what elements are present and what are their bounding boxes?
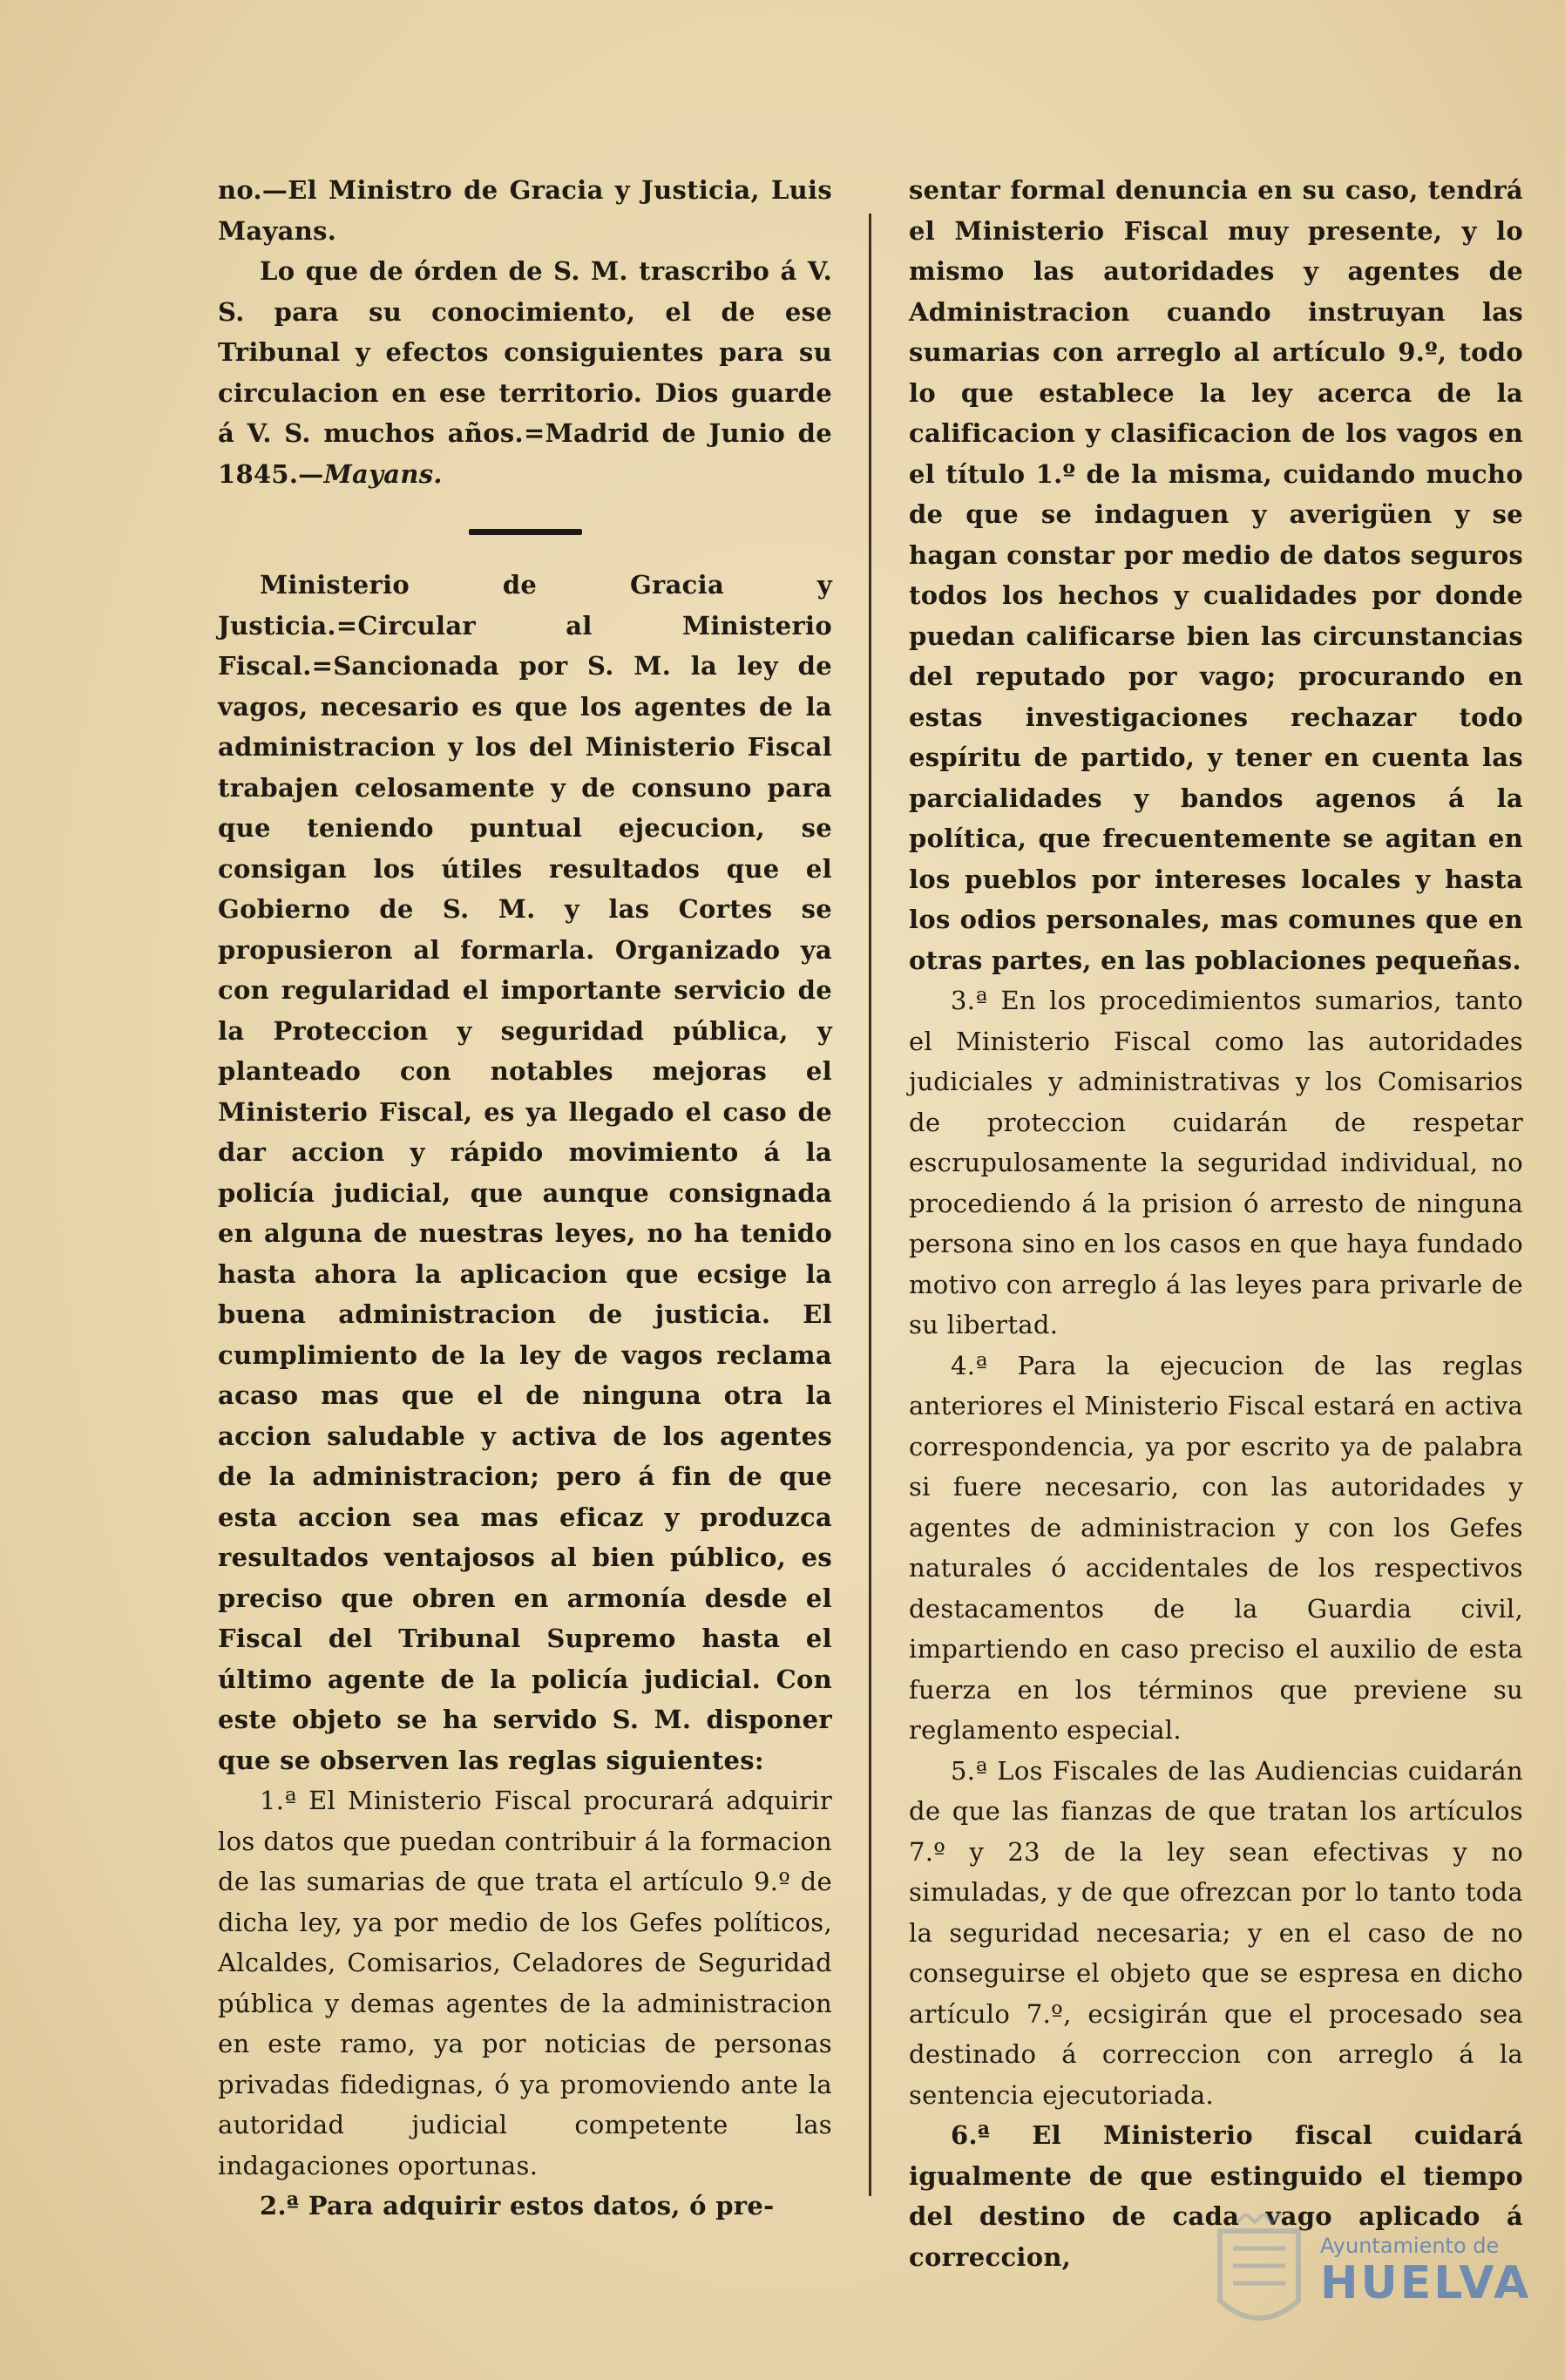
right-paragraph-3: 4.ª Para la ejecucion de las reglas anteriores el Ministerio Fiscal estará en activa correspondencia, ya por escrito ya de palabra si fuere necesario, con las autoridades y agentes de administracion y con los Gefes naturales ó accidentales de los respectivos destacamentos de la Guardia civil, impartiendo en caso preciso el auxilio de esta fuerza en los términos que previene su reglamento especial. [909, 1350, 1523, 1745]
left-paragraph-5: 2.ª Para adquirir estos datos, ó pre- [260, 2191, 775, 2221]
transcription-text: Lo que de órden de S. M. trascribo á V. S. para su conocimiento, el de ese Tribunal y efectos consiguientes para su circulacion en ese territorio. Dios guarde á V. S. muchos años.=Madrid de Junio de 1845.— [218, 256, 832, 489]
column-divider [869, 214, 871, 2196]
watermark-line-1: Ayuntamiento de [1320, 2234, 1500, 2258]
left-paragraph-2 [218, 251, 832, 494]
right-paragraph-4: 5.ª Los Fiscales de las Audiencias cuidarán de que las fianzas de que tratan los artículos 7.º y 23 de la ley sean efectivas y no simuladas, y de que ofrezcan por lo tanto toda la seguridad necesaria; y en el caso de no conseguirse el objeto que se espresa en dicho artículo 7.º, ecsigirán que el procesado sea destinado á correccion con arreglo á la sentencia ejecutoriada. [909, 1755, 1523, 2110]
left-paragraph-1: no.—El Ministro de Gracia y Justicia, Luis Mayans. [218, 175, 832, 246]
right-paragraph-5: 6.ª El Ministerio fiscal cuidará igualmente de que estinguido el tiempo del destino de cada vago aplicado á correccion, [909, 2120, 1523, 2272]
signature: Mayans. [323, 458, 443, 489]
left-paragraph-4: 1.ª El Ministerio Fiscal procurará adquirir los datos que puedan contribuir á la formacion de las sumarias de que trata el artículo 9.º de dicha ley, ya por medio de los Gefes políticos, Alcaldes, Comisarios, Celadores de Seguridad pública y demas agentes de la administracion en este ramo, ya por noticias de personas privadas fidedignas, ó ya promoviendo ante la autoridad judicial competente las indagaciones oportunas. [218, 1786, 832, 2180]
right-paragraph-1: sentar formal denuncia en su caso, tendrá el Ministerio Fiscal muy presente, y lo mismo las autoridades y agentes de Administracion cuando instruyan las sumarias con arreglo al artículo 9.º, todo lo que establece la ley acerca de la calificacion y clasificacion de los vagos en el título 1.º de la misma, cuidando mucho de que se indaguen y averigüen y se hagan constar por medio de datos seguros todos los hechos y cualidades por donde puedan calificarse bien las circunstancias del reputado por vago; procurando en estas investigaciones rechazar todo espíritu de partido, y tener en cuenta las parcialidades y bandos agenos á la política, que frecuentemente se agitan en los pueblos por intereses locales y hasta los odios personales, mas comunes que en otras partes, en las poblaciones pequeñas. [909, 175, 1523, 975]
right-column [909, 170, 1523, 2277]
watermark-line-2: HUELVA [1320, 2257, 1532, 2309]
right-paragraph-2: 3.ª En los procedimientos sumarios, tanto el Ministerio Fiscal como las autoridades judiciales y administrativas y los Comisarios de proteccion cuidarán de respetar escrupulosamente la seguridad individual, no procediendo á la prision ó arresto de ninguna persona sino en los casos en que haya fundado motivo con arreglo á las leyes para privarle de su libertad. [909, 986, 1523, 1339]
section-rule [469, 529, 582, 535]
archive-watermark [1320, 2233, 1531, 2308]
left-paragraph-3: Ministerio de Gracia y Justicia.=Circular al Ministerio Fiscal.=Sancionada por S. M. la ley de vagos, necesario es que los agentes de la administracion y los del Ministerio Fiscal trabajen celosamente y de consuno para que teniendo puntual ejecucion, se consigan los útiles resultados que el Gobierno de S. M. y las Cortes se propusieron al formarla. Organizado ya con regularidad el importante servicio de la Proteccion y seguridad pública, y planteado con notables mejoras el Ministerio Fiscal, es ya llegado el caso de dar accion y rápido movimiento á la policía judicial, que aunque consignada en alguna de nuestras leyes, no ha tenido hasta ahora la aplicacion que ecsige la buena administracion de justicia. El cumplimiento de la ley de vagos reclama acaso mas que el de ninguna otra la accion saludable y activa de los agentes de la administracion; pero á fin de que esta accion sea mas eficaz y produzca resultados ventajosos al bien público, es preciso que obren en armonía desde el Fiscal del Tribunal Supremo hasta el último agente de la policía judicial. Con este objeto se ha servido S. M. disponer que se observen las reglas siguientes: [218, 570, 832, 1775]
left-column [218, 170, 832, 2227]
